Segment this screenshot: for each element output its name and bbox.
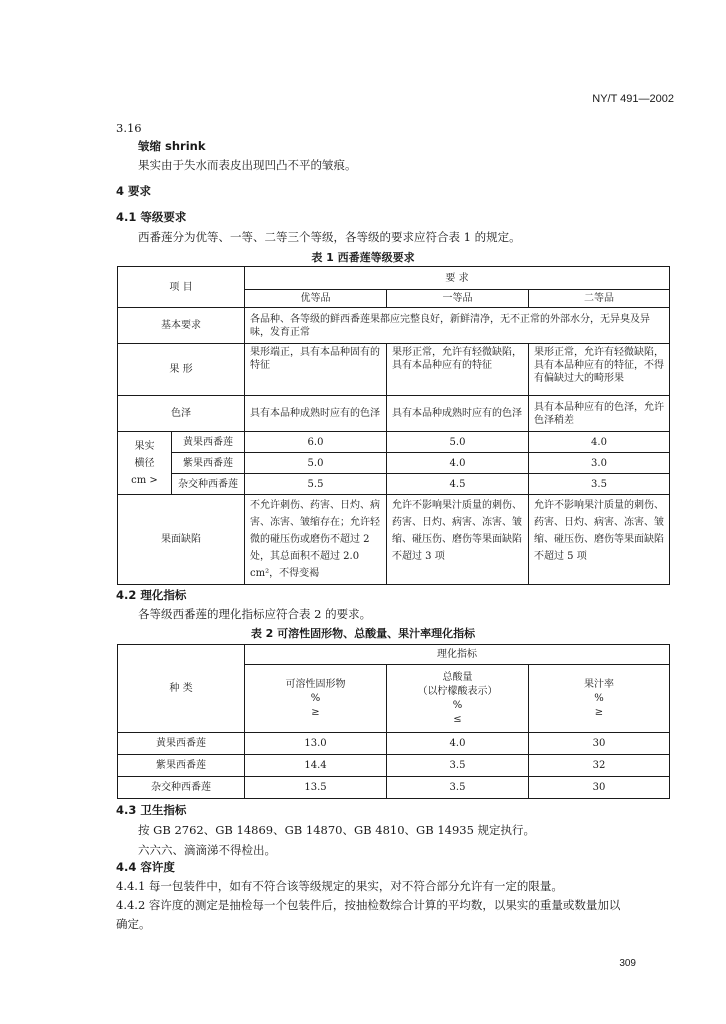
section-4-3-text: 按 GB 2762、GB 14869、GB 14870、GB 4810、GB 14935 规定执行。 (138, 823, 536, 837)
grade-header: 优等品 (245, 290, 387, 308)
diameter-value: 5.0 (387, 432, 529, 453)
section-4-3-text2: 六六六、滴滴涕不得检出。 (138, 843, 276, 857)
table1-requirements-header: 要 求 (245, 267, 670, 290)
index-name: 果汁率 (584, 678, 614, 690)
index-col-header (387, 665, 529, 733)
index-sign: ≥ (311, 706, 320, 718)
grade-header: 二等品 (529, 290, 670, 308)
variety-label: 杂交种西番莲 (172, 474, 245, 495)
basic-requirement-label: 基本要求 (118, 308, 245, 344)
term-definition: 果实由于失水而表皮出现凹凸不平的皱痕。 (138, 158, 357, 172)
diameter-label-line: 横径 (134, 457, 155, 469)
table1-item-header: 项 目 (118, 267, 245, 308)
section-4-2-text: 各等级西番莲的理化指标应符合表 2 的要求。 (138, 607, 372, 621)
index-name: 可溶性固形物 (285, 678, 346, 690)
index-sign: ≤ (453, 713, 462, 725)
diameter-value: 5.5 (245, 474, 387, 495)
color-cell: 具有本品种成熟时应有的色泽 (387, 396, 529, 432)
table2-index-header: 理化指标 (245, 645, 670, 665)
index-col-header (245, 665, 387, 733)
term-shrink: 皱缩 shrink (138, 139, 206, 153)
diameter-value: 4.0 (529, 432, 670, 453)
shape-cell: 果形正常，允许有轻微缺陷，具有本品种应有的特征，不得有偏缺过大的畸形果 (529, 344, 670, 396)
variety-label: 黄果西番莲 (172, 432, 245, 453)
section-4-4-2-line2: 确定。 (116, 917, 151, 931)
defect-cell: 不允许刺伤、药害、日灼、病害、冻害、皱缩存在；允许轻微的碰压伤或磨伤不超过 2 处，其总面积不超过 2.0 cm²，不得变褐 (245, 495, 387, 585)
diameter-value: 4.5 (387, 474, 529, 495)
defect-cell: 允许不影响果汁质量的刺伤、药害、日灼、病害、冻害、皱缩、碰压伤、磨伤等果面缺陷不超过 5 项 (529, 495, 670, 585)
section-4-4-1: 4.4.1 每一包装件中，如有不符合该等级规定的果实，对不符合部分允许有一定的限量。 (116, 879, 563, 893)
index-value: 32 (529, 755, 670, 777)
shape-cell: 果形端正，具有本品种固有的特征 (245, 344, 387, 396)
section-4-title: 4 要求 (116, 184, 152, 198)
index-unit: % (310, 692, 321, 704)
diameter-value: 4.0 (387, 453, 529, 474)
section-4-1-title: 4.1 等级要求 (116, 210, 187, 224)
table1-caption: 表 1 西番莲等级要求 (311, 251, 415, 264)
index-value: 4.0 (387, 733, 529, 755)
index-value: 30 (529, 733, 670, 755)
index-value: 13.5 (245, 777, 387, 799)
standard-number: NY/T 491—2002 (592, 93, 674, 105)
index-value: 14.4 (245, 755, 387, 777)
index-value: 3.5 (387, 755, 529, 777)
diameter-label-line: cm > (131, 474, 158, 486)
section-4-1-text: 西番莲分为优等、一等、二等三个等级，各等级的要求应符合表 1 的规定。 (138, 230, 521, 244)
shape-cell: 果形正常，允许有轻微缺陷，具有本品种应有的特征 (387, 344, 529, 396)
color-cell: 具有本品种成熟时应有的色泽 (245, 396, 387, 432)
index-col-header (529, 665, 670, 733)
diameter-value: 5.0 (245, 453, 387, 474)
basic-requirement-text: 各品种、各等级的鲜西番莲果都应完整良好，新鲜清净，无不正常的外部水分，无异臭及异味，发育正常 (245, 308, 670, 344)
variety-label: 杂交种西番莲 (118, 777, 245, 799)
index-unit: % (594, 692, 604, 704)
variety-label: 紫果西番莲 (172, 453, 245, 474)
index-sub: （以柠檬酸表示） (417, 685, 498, 697)
color-cell: 具有本品种应有的色泽，允许色泽稍差 (529, 396, 670, 432)
section-3-16-number: 3.16 (116, 121, 142, 135)
variety-label: 黄果西番莲 (118, 733, 245, 755)
diameter-value: 3.0 (529, 453, 670, 474)
grade-header: 一等品 (387, 290, 529, 308)
defect-label: 果面缺陷 (118, 495, 245, 585)
defect-cell: 允许不影响果汁质量的刺伤、药害、日灼、病害、冻害、皱缩、碰压伤、磨伤等果面缺陷不超过 3 项 (387, 495, 529, 585)
physicochemical-table (117, 644, 670, 799)
section-4-3-title: 4.3 卫生指标 (116, 803, 187, 817)
diameter-value: 6.0 (245, 432, 387, 453)
diameter-value: 3.5 (529, 474, 670, 495)
index-sign: ≥ (594, 706, 604, 718)
index-value: 13.0 (245, 733, 387, 755)
variety-label: 紫果西番莲 (118, 755, 245, 777)
diameter-label (118, 432, 172, 495)
index-name: 总酸量 (442, 671, 473, 683)
grade-requirements-table (117, 266, 670, 585)
table2-caption: 表 2 可溶性固形物、总酸量、果汁率理化指标 (250, 627, 476, 640)
index-value: 30 (529, 777, 670, 799)
section-4-4-title: 4.4 容许度 (116, 860, 175, 874)
page-number: 309 (619, 958, 636, 969)
index-value: 3.5 (387, 777, 529, 799)
index-unit: % (452, 699, 463, 711)
section-4-4-2-line1: 4.4.2 容许度的测定是抽检每一个包装件后，按抽检数综合计算的平均数，以果实的重量或数量加以 (116, 898, 621, 912)
shape-label: 果 形 (118, 344, 245, 396)
table2-variety-header: 种 类 (118, 645, 245, 733)
section-4-2-title: 4.2 理化指标 (116, 588, 187, 602)
diameter-label-line: 果实 (134, 440, 155, 452)
color-label: 色泽 (118, 396, 245, 432)
